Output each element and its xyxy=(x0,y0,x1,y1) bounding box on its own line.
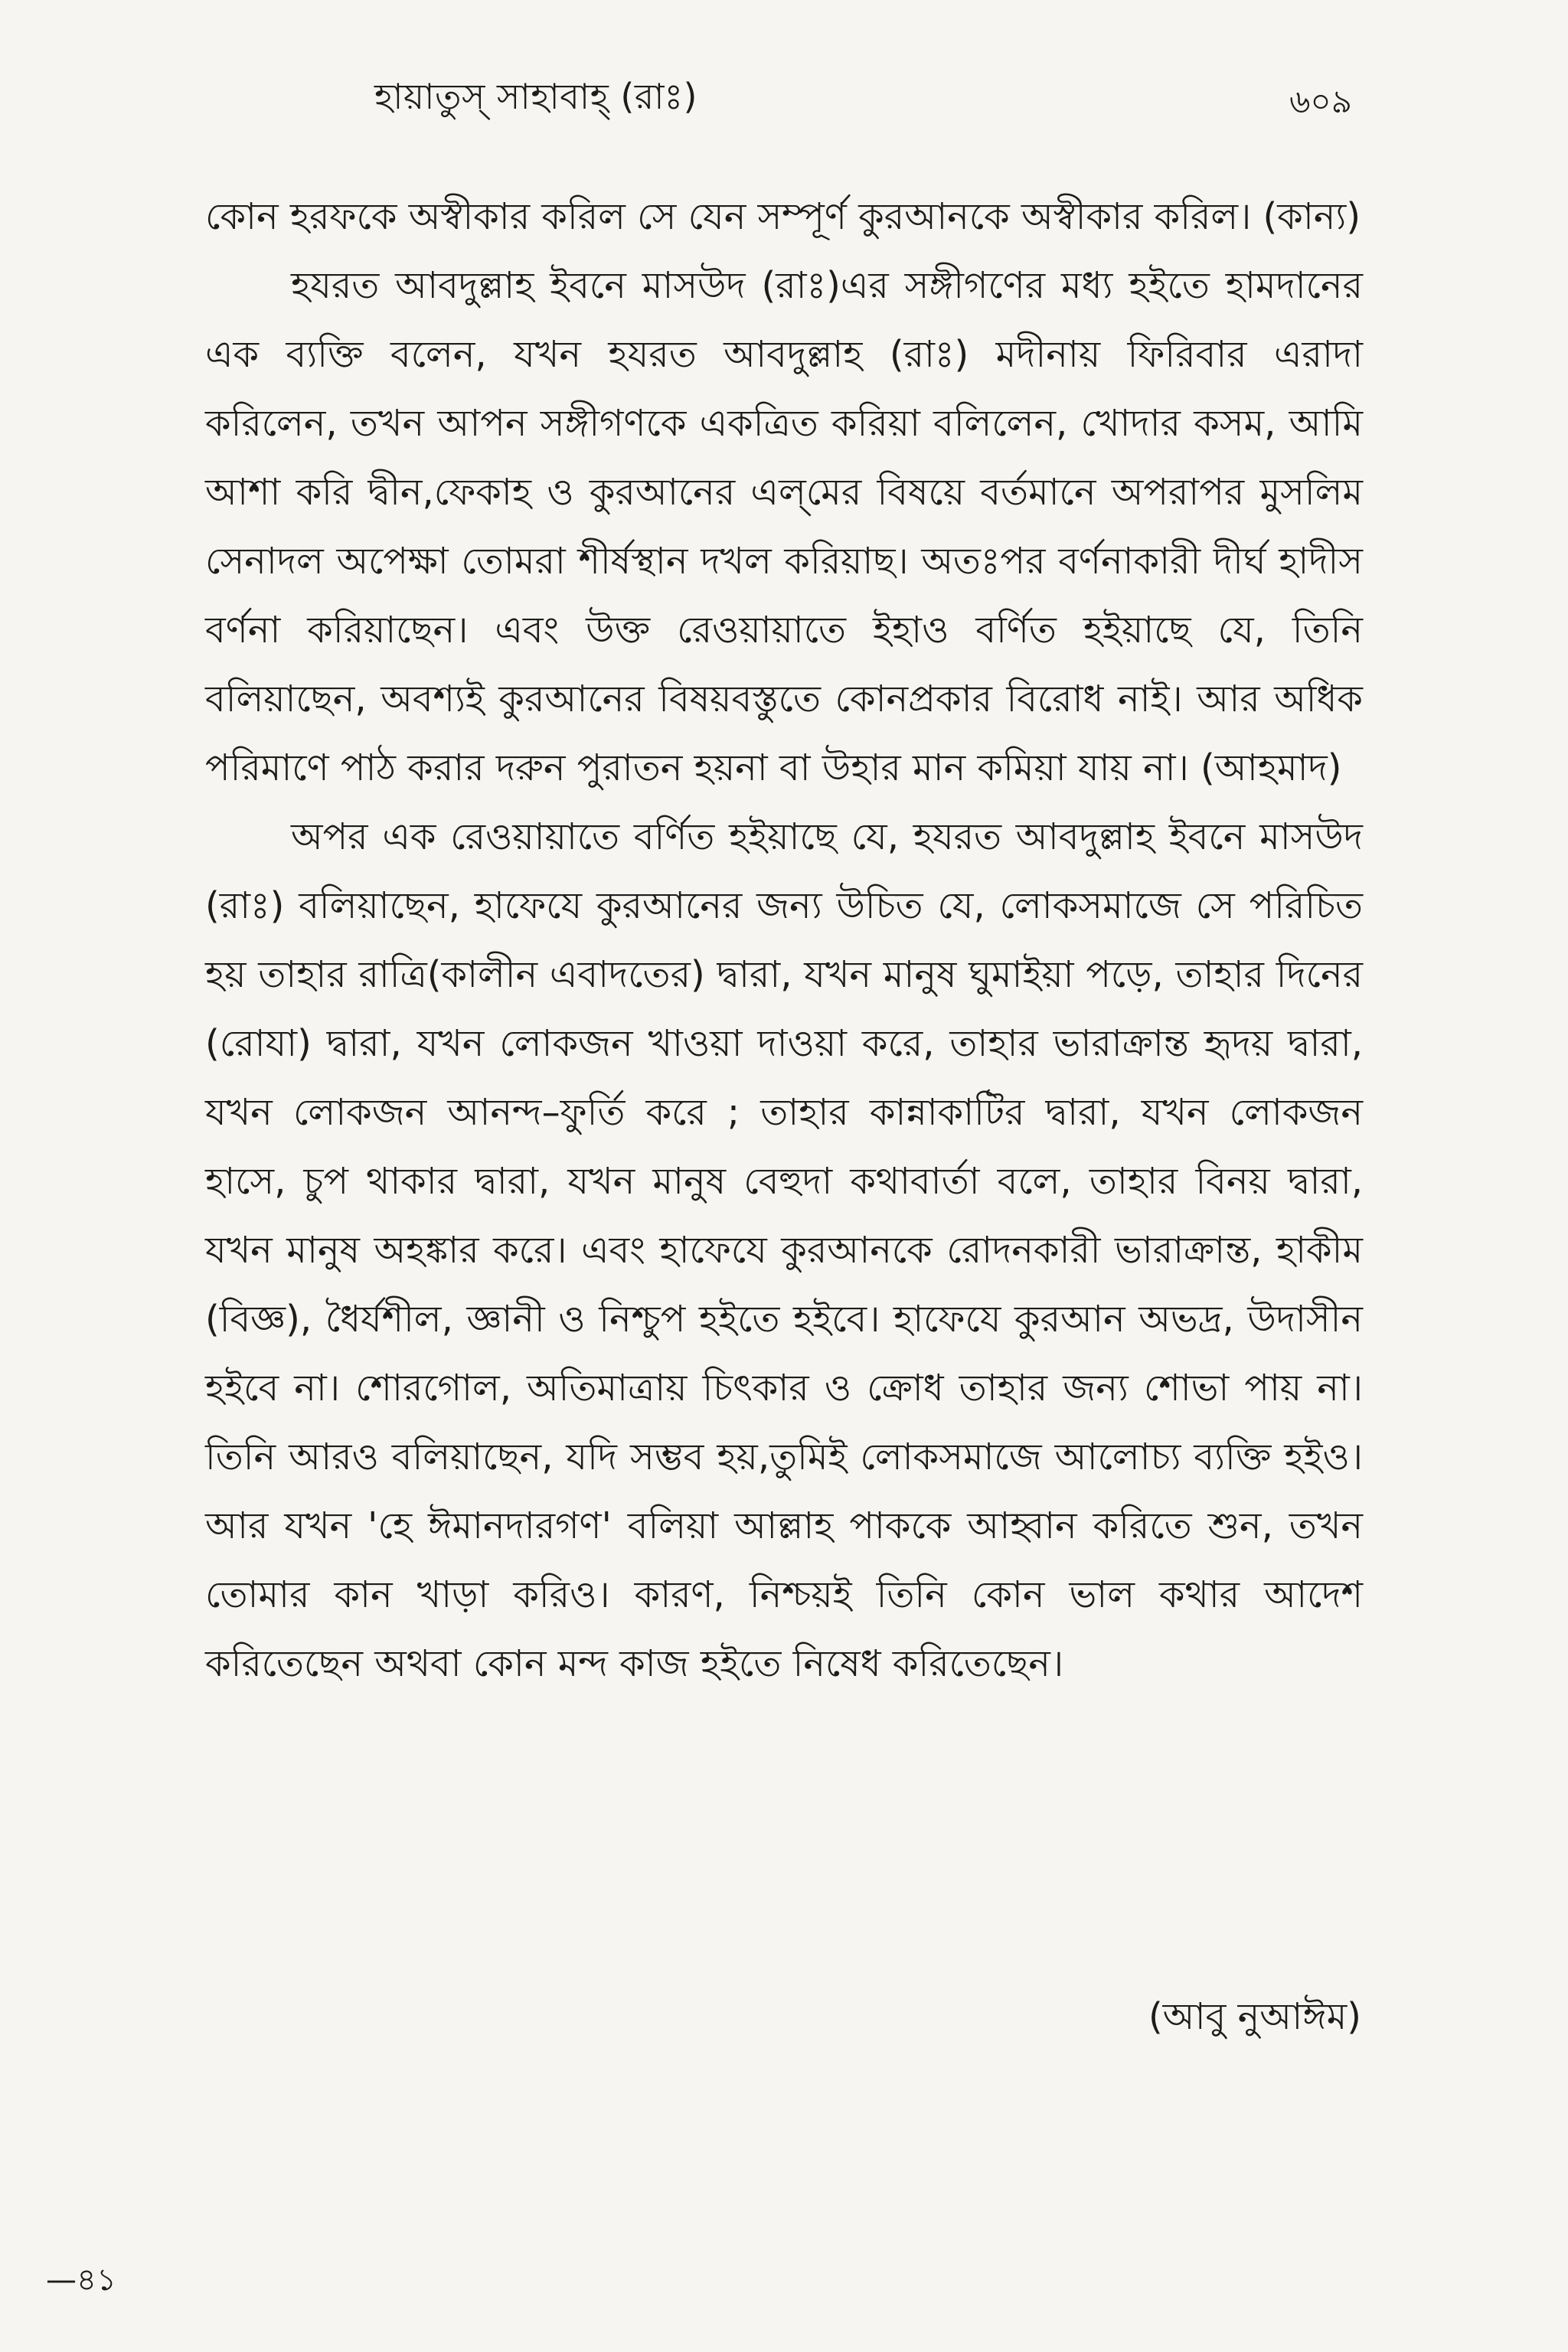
page-number: ৬০৯ xyxy=(1289,83,1352,120)
footer-signature-mark: —৪১ xyxy=(46,2262,116,2298)
paragraph-hamdan-narration: হযরত আবদুল্লাহ ইবনে মাসউদ (রাঃ)এর সঙ্গীগণের মধ্য হইতে হামদানের এক ব্যক্তি বলেন, যখন হযরত আবদুল্লাহ (রাঃ) মদীনায় ফিরিবার এরাদা করিলেন, তখন আপন সঙ্গীগণকে একত্রিত করিয়া বলিলেন, খোদার কসম, আমি আশা করি দ্বীন,ফেকাহ ও কুরআনের এল্‌মের বিষয়ে বর্তমানে অপরাপর মুসলিম সেনাদল অপেক্ষা তোমরা শীর্ষস্থান দখল করিয়াছ। অতঃপর বর্ণনাকারী দীর্ঘ হাদীস বর্ণনা করিয়াছেন। এবং উক্ত রেওয়ায়াতে ইহাও বর্ণিত হইয়াছে যে, তিনি বলিয়াছেন, অবশ্যই কুরআনের বিষয়বস্তুতে কোনপ্রকার বিরোধ নাই। আর অধিক পরিমাণে পাঠ করার দরুন পুরাতন হয়না বা উহার মান কমিয়া যায় না। (আহমাদ) xyxy=(205,264,1363,789)
source-citation: (আবু নুআঈম) xyxy=(1148,1995,1361,2038)
running-title: হায়াতুস্ সাহাবাহ্ (রাঃ) xyxy=(374,76,697,117)
paragraph-continuation: কোন হরফকে অস্বীকার করিল সে যেন সম্পূর্ণ কুরআনকে অস্বীকার করিল। (কান্য) xyxy=(205,195,1361,238)
body-text xyxy=(205,182,1363,1698)
running-header xyxy=(0,70,1568,124)
paragraph-hafez-qualities: অপর এক রেওয়ায়াতে বর্ণিত হইয়াছে যে, হযরত আবদুল্লাহ ইবনে মাসউদ (রাঃ) বলিয়াছেন, হাফেযে কুরআনের জন্য উচিত যে, লোকসমাজে সে পরিচিত হয় তাহার রাত্রি(কালীন এবাদতের) দ্বারা, যখন মানুষ ঘুমাইয়া পড়ে, তাহার দিনের (রোযা) দ্বারা, যখন লোকজন খাওয়া দাওয়া করে, তাহার ভারাক্রান্ত হৃদয় দ্বারা, যখন লোকজন আনন্দ–ফুর্তি করে ; তাহার কান্নাকাটির দ্বারা, যখন লোকজন হাসে, চুপ থাকার দ্বারা, যখন মানুষ বেহুদা কথাবার্তা বলে, তাহার বিনয় দ্বারা, যখন মানুষ অহঙ্কার করে। এবং হাফেযে কুরআনকে রোদনকারী ভারাক্রান্ত, হাকীম (বিজ্ঞ), ধৈর্যশীল, জ্ঞানী ও নিশ্চুপ হইতে হইবে। হাফেযে কুরআন অভদ্র, উদাসীন হইবে না। শোরগোল, অতিমাত্রায় চিৎকার ও ক্রোধ তাহার জন্য শোভা পায় না। তিনি আরও বলিয়াছেন, যদি সম্ভব হয়,তুমিই লোকসমাজে আলোচ্য ব্যক্তি হইও। আর যখন 'হে ঈমানদারগণ' বলিয়া আল্লাহ পাককে আহ্বান করিতে শুন, তখন তোমার কান খাড়া করিও। কারণ, নিশ্চয়ই তিনি কোন ভাল কথার আদেশ করিতেছেন অথবা কোন মন্দ কাজ হইতে নিষেধ করিতেছেন। xyxy=(205,815,1363,1685)
